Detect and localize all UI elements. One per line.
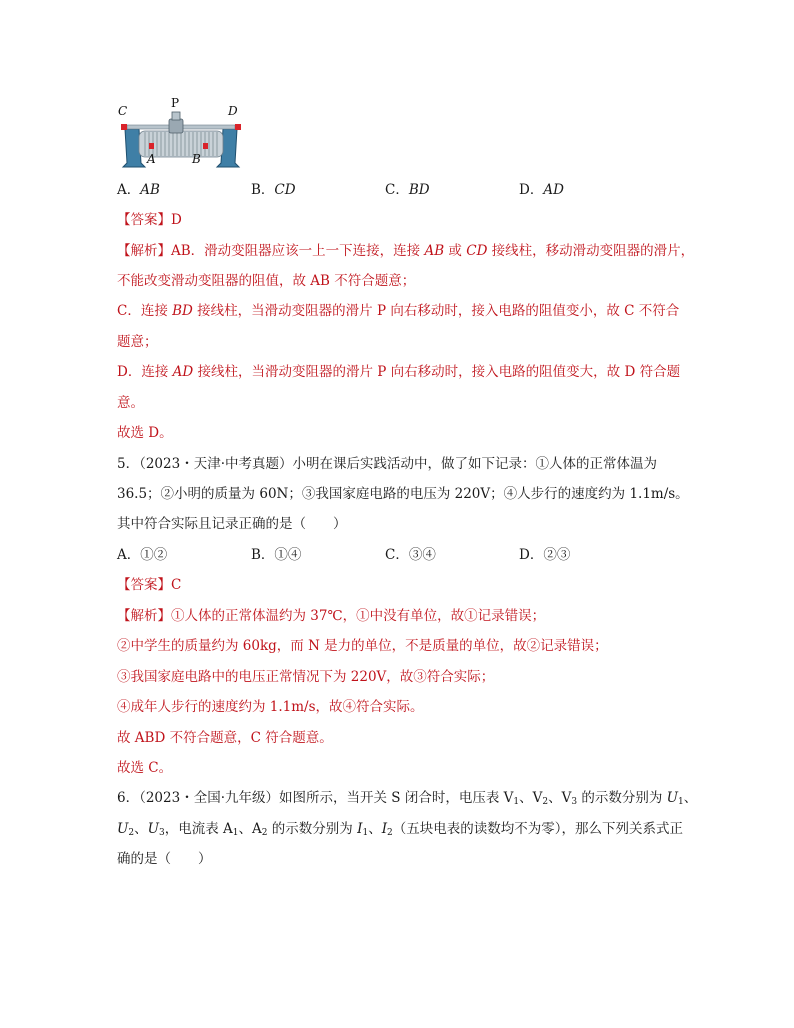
q5-option-b[interactable]: B．①④: [251, 547, 302, 563]
slider: [169, 119, 183, 133]
q4-analysis-line-1: 【解析】AB．滑动变阻器应该一上一下连接，连接 AB 或 CD 接线柱，移动滑动变阻器的滑片，: [117, 243, 695, 259]
q5-analysis-line-2: ②中学生的质量约为 60kg，而 N 是力的单位，不是质量的单位，故②记录错误；: [117, 638, 608, 654]
label-c: C: [118, 104, 128, 118]
q5-stem-line-2: 36.5；②小明的质量为 60N；③我国家庭电路的电压为 220V；④人步行的速度约为 1.1m/s。: [117, 486, 689, 502]
q4-analysis-line-5: D．连接 AD 接线柱，当滑动变阻器的滑片 P 向右移动时，接入电路的阻值变大，故 D 符合题: [117, 364, 681, 380]
q5-stem-line-1: 5．（2023・天津·中考真题）小明在课后实践活动中，做了如下记录：①人体的正常体温为: [117, 456, 657, 472]
label-p: P: [171, 96, 180, 110]
q5-analysis-line-1: 【解析】①人体的正常体温约为 37℃，①中没有单位，故①记录错误；: [117, 608, 546, 624]
rheostat-figure: [115, 95, 247, 171]
terminal-d: [235, 124, 241, 130]
q4-analysis-line-6: 意。: [117, 395, 144, 411]
q6-stem-line-1: 6．（2023・全国·九年级）如图所示，当开关 S 闭合时，电压表 $V_1$、$V_2$、$V_3$ 的示数分别为 $U_1$、: [117, 790, 698, 807]
q6-stem-line-2: $U_2$、$U_3$，电流表 $A_1$、$A_2$ 的示数分别为 $I_1$、$I_2$（五块电表的读数均不为零），那么下列关系式正: [117, 821, 684, 838]
q5-answer: 【答案】C: [117, 577, 182, 593]
q4-option-b[interactable]: B．CD: [251, 182, 296, 198]
q4-option-a[interactable]: A．AB: [117, 182, 160, 198]
q6-stem-line-3: 确的是（ ）: [117, 851, 212, 867]
q5-option-c[interactable]: C．③④: [385, 547, 436, 563]
terminal-b: [203, 143, 208, 149]
q4-answer: 【答案】D: [117, 212, 182, 228]
label-b: B: [192, 152, 201, 166]
terminal-c: [121, 124, 127, 130]
q4-analysis-line-4: 题意；: [117, 334, 158, 350]
q5-analysis-line-3: ③我国家庭电路中的电压正常情况下为 220V，故③符合实际；: [117, 669, 495, 685]
q4-conclusion: 故选 D。: [117, 425, 173, 441]
label-d: D: [228, 104, 238, 118]
q5-option-d[interactable]: D．②③: [519, 547, 571, 563]
terminal-a: [149, 143, 154, 149]
q4-option-c[interactable]: C．BD: [385, 182, 430, 198]
q5-analysis-line-4: ④成年人步行的速度约为 1.1m/s，故④符合实际。: [117, 699, 424, 715]
q5-option-a[interactable]: A．①②: [117, 547, 168, 563]
q4-option-d[interactable]: D．AD: [519, 182, 564, 198]
q4-analysis-line-3: C．连接 BD 接线柱，当滑动变阻器的滑片 P 向右移动时，接入电路的阻值变小，故 C 不符合: [117, 303, 680, 319]
q4-analysis-line-2: 不能改变滑动变阻器的阻值，故 AB 不符合题意；: [117, 273, 416, 289]
slider-knob: [172, 112, 180, 120]
q5-conclusion: 故选 C。: [117, 760, 173, 776]
q5-stem-line-3: 其中符合实际且记录正确的是（ ）: [117, 516, 347, 532]
q5-analysis-line-5: 故 ABD 不符合题意，C 符合题意。: [117, 730, 333, 746]
label-a: A: [147, 152, 156, 166]
